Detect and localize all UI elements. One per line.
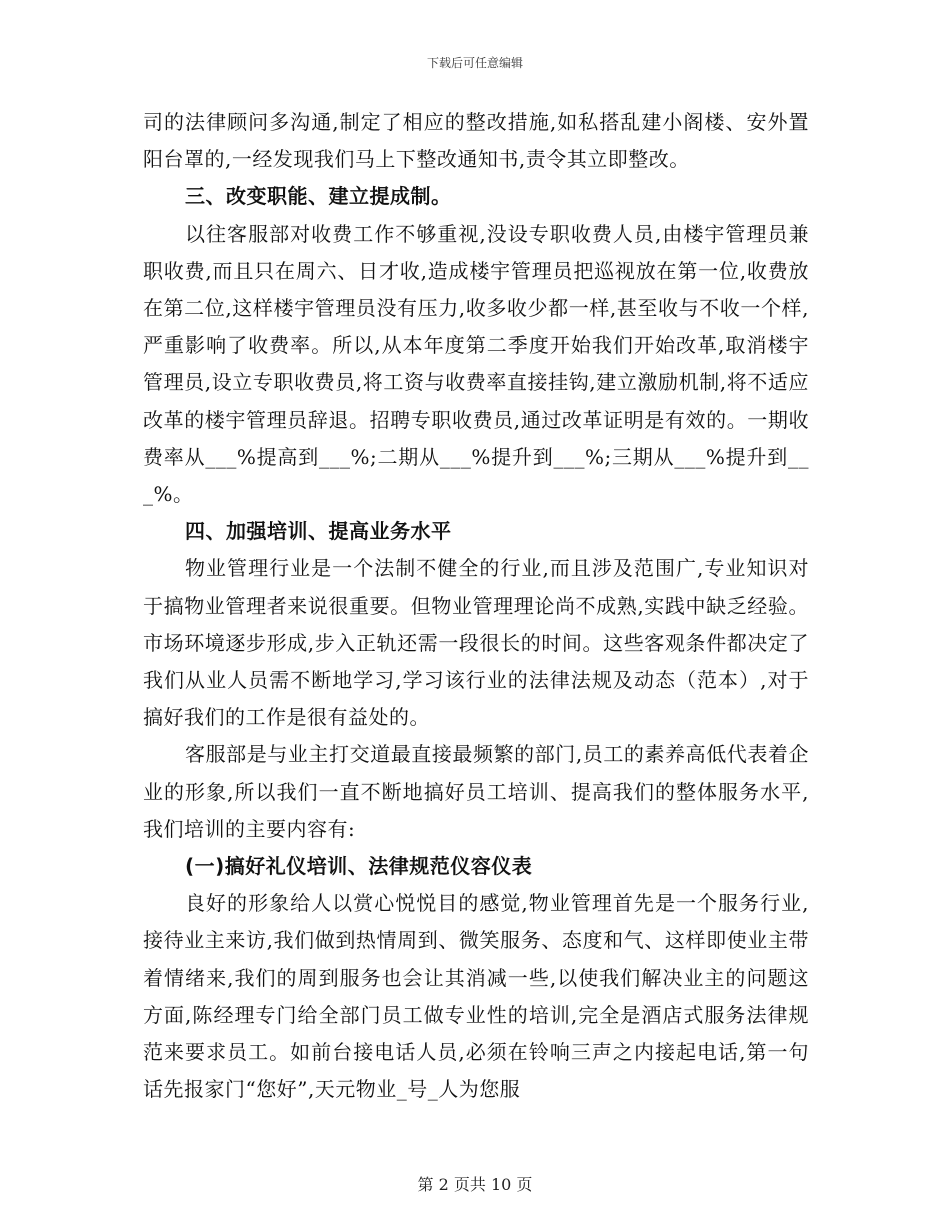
subsection-heading-1: (一)搞好礼仪培训、法律规范仪容仪表 bbox=[185, 854, 533, 879]
paragraph-industry: 物业管理行业是一个法制不健全的行业,而且涉及范围广,专业知识对于搞物业管理者来说很重要。但物业管理理论尚不成熟,实践中缺乏经验。市场环境逐步形成,步入正轨还需一段很长的时间。这些客观条件都决定了我们从业人员需不断地学习,学习该行业的法律法规及动态（范本）,对于搞好我们的工作是很有益处的。 bbox=[143, 556, 809, 730]
section-heading-4: 四、加强培训、提高业务水平 bbox=[185, 519, 452, 544]
page-footer: 第 2 页共 10 页 bbox=[417, 1175, 533, 1194]
paragraph-fee-reform: 以往客服部对收费工作不够重视,没设专职收费人员,由楼宇管理员兼职收费,而且只在周六、日才收,造成楼宇管理员把巡视放在第一位,收费放在第二位,这样楼宇管理员没有压力,收多收少都一样,甚至收与不收一个样,严重影响了收费率。所以,从本年度第二季度开始我们开始改革,取消楼宇管理员,设立专职收费员,将工资与收费率直接挂钩,建立激励机制,将不适应改革的楼宇管理员辞退。招聘专职收费员,通过改革证明是有效的。一期收费率从___%提高到___%;二期从___%提升到___%;三期从___%提升到___%。 bbox=[143, 221, 809, 507]
paragraph-etiquette: 良好的形象给人以赏心悦悦目的感觉,物业管理首先是一个服务行业,接待业主来访,我们做到热情周到、微笑服务、态度和气、这样即使业主带着情绪来,我们的周到服务也会让其消减一些,以使我们解决业主的问题这方面,陈经理专门给全部门员工做专业性的培训,完全是酒店式服务法律规范来要求员工。如前台接电话人员,必须在铃响三声之内接起电话,第一句话先报家门“您好”,天元物业_号_人为您服 bbox=[143, 891, 809, 1102]
page-header: 下载后可任意编辑 bbox=[426, 56, 523, 70]
paragraph-continuation: 司的法律顾问多沟通,制定了相应的整改措施,如私搭乱建小阁楼、安外置阳台罩的,一经发现我们马上下整改通知书,责令其立即整改。 bbox=[143, 110, 809, 172]
section-heading-3: 三、改变职能、建立提成制。 bbox=[185, 184, 452, 209]
document-body bbox=[143, 104, 809, 1108]
paragraph-customer-service: 客服部是与业主打交道最直接最频繁的部门,员工的素养高低代表着企业的形象,所以我们一直不断地搞好员工培训、提高我们的整体服务水平,我们培训的主要内容有: bbox=[143, 742, 809, 841]
